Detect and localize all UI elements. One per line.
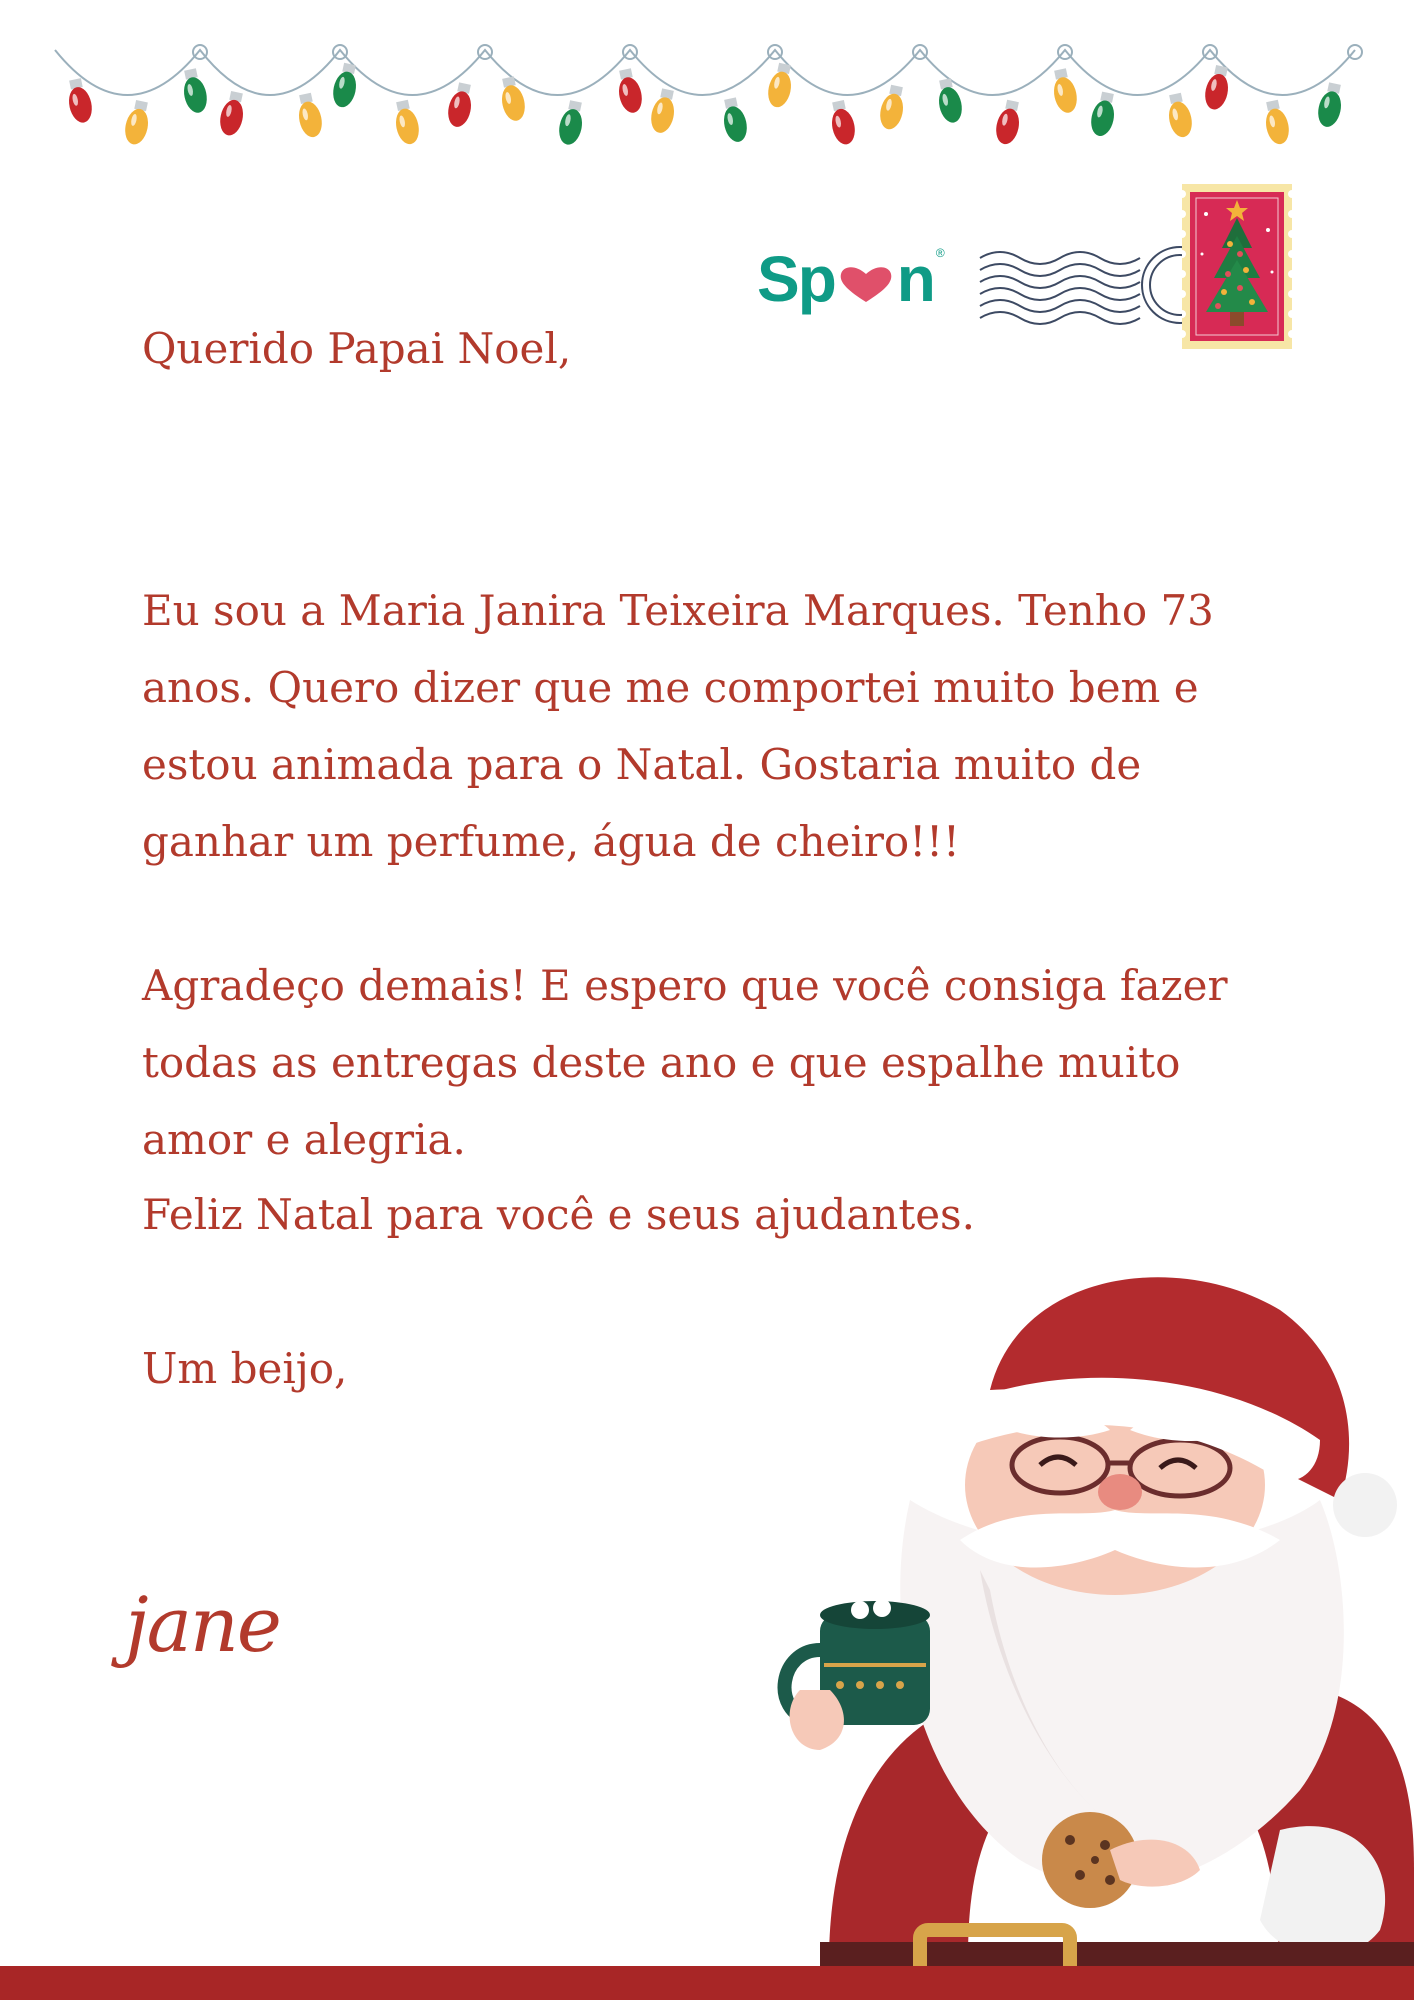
light-bulb-icon (1049, 67, 1080, 115)
light-bulb-icon (556, 99, 587, 147)
letter-paragraph-3: Feliz Natal para você e seus ajudantes. (142, 1190, 975, 1239)
heart-icon (835, 252, 897, 316)
logo-suffix: n (896, 243, 934, 315)
brand-logo (757, 243, 943, 316)
letter-paragraph-1: Eu sou a Maria Janira Teixeira Marques. Tenho 73 anos. Quero dizer que me comportei muito bem e estou animada para o Natal. Gostaria muito de ganhar um perfume, água de cheiro!!! (142, 586, 1214, 866)
light-bulb-icon (1088, 91, 1119, 139)
light-bulb-icon (294, 92, 325, 140)
signature: jane (125, 1580, 280, 1669)
light-bulb-icon (445, 81, 476, 129)
letter-paragraph-2: Agradeço demais! E espero que você consiga fazer todas as entregas deste ano e que espalhe muito amor e alegria. (142, 961, 1228, 1164)
light-bulb-icon (1164, 92, 1195, 140)
light-bulb-icon (391, 99, 422, 147)
light-bulb-icon (648, 87, 679, 135)
light-bulb-icon (1261, 99, 1292, 147)
light-bulb-icon (217, 90, 248, 138)
letter-greeting: Querido Papai Noel, (142, 324, 572, 373)
christmas-tree-stamp-icon (1182, 184, 1292, 349)
light-bulb-icon (179, 67, 210, 115)
coffee-mug-icon (785, 1599, 930, 1750)
light-bulb-icon (934, 77, 965, 125)
light-bulb-icon (122, 99, 153, 147)
light-bulb-icon (1202, 64, 1233, 112)
logo-prefix: Sp (757, 243, 835, 315)
light-bulb-icon (719, 96, 750, 144)
light-bulb-icon (877, 84, 908, 132)
light-bulb-icon (497, 75, 528, 123)
letter-closing: Um beijo, (142, 1344, 348, 1393)
light-bulb-icon (614, 67, 645, 115)
light-bulb-icon (993, 99, 1024, 147)
footer-bar (0, 1966, 1414, 2000)
postmark-icon (975, 240, 1205, 330)
santa-claus-icon (760, 1270, 1414, 2000)
light-bulb-icon (827, 99, 858, 147)
light-bulb-icon (1315, 81, 1346, 129)
string-lights-icon (0, 30, 1414, 190)
trademark-mark: ® (935, 246, 943, 260)
